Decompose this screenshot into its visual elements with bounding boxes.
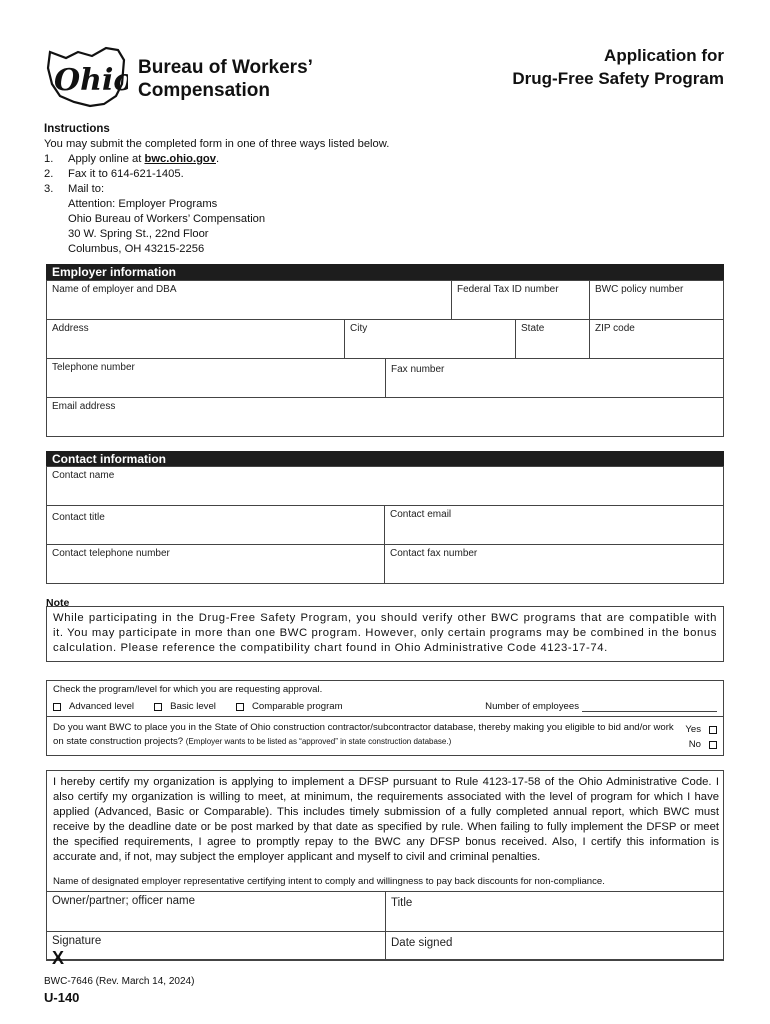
representative-label: Name of designated employer representative certifying intent to comply and willingness to pay back discounts for non-compliance. — [53, 876, 605, 887]
signature-field[interactable]: Signature — [46, 931, 386, 961]
yes-label: Yes — [685, 724, 701, 735]
document-title — [512, 44, 724, 90]
instructions-heading: Instructions — [44, 123, 110, 135]
form-id: BWC-7646 (Rev. March 14, 2024) — [44, 976, 195, 987]
contact-email-field[interactable]: Contact email — [384, 505, 724, 545]
contact-fax-field[interactable]: Contact fax number — [384, 544, 724, 584]
program-selection-box — [46, 680, 724, 756]
employer-name-field[interactable]: Name of employer and DBA — [46, 280, 452, 320]
advanced-level-checkbox[interactable] — [53, 703, 61, 711]
bwc-policy-number-field[interactable]: BWC policy number — [589, 280, 724, 320]
instructions — [44, 122, 724, 257]
federal-tax-id-field[interactable]: Federal Tax ID number — [451, 280, 590, 320]
telephone-field[interactable]: Telephone number — [46, 358, 386, 398]
mailing-address: Attention: Employer Programs Ohio Bureau of Workers’ Compensation 30 W. Spring St., 22nd Floor Columbus, OH 43215-2256 — [68, 198, 266, 255]
title-line-1: Application for — [604, 46, 724, 65]
title-field[interactable]: Title — [385, 891, 724, 932]
no-option — [689, 739, 717, 750]
comparable-program-checkbox[interactable] — [236, 703, 244, 711]
contact-name-field[interactable]: Contact name — [46, 466, 724, 506]
advanced-level-label: Advanced level — [69, 701, 135, 712]
basic-level-label: Basic level — [170, 701, 216, 712]
instructions-intro: You may submit the completed form in one of three ways listed below. — [44, 138, 390, 150]
number-of-employees — [485, 701, 717, 712]
city-field[interactable]: City — [344, 319, 516, 359]
certification-text: I hereby certify my organization is applying to implement a DFSP pursuant to Rule 4123-17-58 of the Ohio Administrative Code. I also certify my organization is willing to meet, at minimum, the requirements associated with the level of program for which I have applied (Advanced, Basic or Comparable). This includes timely submission of a fully completed annual report, which BWC must receive by the deadline date or be post marked by that date as specified by rule. When failing to fully implement the DFSP or meet the specified requirements, I agree to promptly repay to the BWC any DFSP bonus received. Also, I certify this information is accurate and, if not, may subject the employer applicant and myself to civil and criminal penalties. — [53, 776, 719, 863]
fax-field[interactable]: Fax number — [385, 358, 724, 398]
yes-option — [685, 724, 717, 735]
owner-name-field[interactable]: Owner/partner; officer name — [46, 891, 386, 932]
zip-code-field[interactable]: ZIP code — [589, 319, 724, 359]
form-code: U-140 — [44, 990, 80, 1005]
list-item: 3. Mail to: — [44, 183, 105, 195]
address-field[interactable]: Address — [46, 319, 345, 359]
number-of-employees-label: Number of employees — [485, 701, 579, 712]
agency-line-1: Bureau of Workers’ — [138, 57, 313, 78]
state-field[interactable]: State — [515, 319, 590, 359]
agency-name — [138, 56, 313, 102]
basic-level-checkbox[interactable] — [154, 703, 162, 711]
signature-x-mark: X — [52, 948, 65, 968]
instructions-list — [44, 152, 724, 197]
contact-title-field[interactable]: Contact title — [46, 505, 385, 545]
bwc-website-link[interactable]: bwc.ohio.gov — [144, 153, 216, 165]
employer-section-header: Employer information — [46, 264, 724, 280]
divider — [47, 716, 723, 717]
list-item: 2. Fax it to 614-621-1405. — [44, 168, 184, 180]
database-note: (Employer wants to be listed as “approved” in state construction database.) — [185, 737, 452, 746]
date-signed-field[interactable]: Date signed — [385, 931, 724, 961]
note-text: While participating in the Drug-Free Safety Program, you should verify other BWC programs that are compatible with it. You may participate in more than one BWC program. However, only certain programs may be combined in the bonus calculation. Please reference the compatibility chart found in Ohio Administrative Code 4123-17-74. — [46, 606, 724, 662]
program-question: Check the program/level for which you are requesting approval. — [53, 684, 323, 695]
number-of-employees-input[interactable] — [582, 702, 717, 712]
title-line-2: Drug-Free Safety Program — [512, 69, 724, 88]
program-options — [53, 701, 363, 712]
database-question: Do you want BWC to place you in the State of Ohio construction contractor/subcontractor database, thereby making you eligible to bid and/or work on state construction projects? (Employer wants to be listed as “approved” in state construction database.) — [53, 722, 674, 747]
contact-section-header: Contact information — [46, 451, 724, 467]
email-field[interactable]: Email address — [46, 397, 724, 437]
comparable-program-label: Comparable program — [251, 701, 343, 712]
no-label: No — [688, 739, 701, 750]
note-label: Note — [46, 597, 70, 609]
contact-phone-field[interactable]: Contact telephone number — [46, 544, 385, 584]
certification-box — [46, 770, 724, 960]
list-item: 1. Apply online at bwc.ohio.gov. — [44, 153, 220, 165]
no-checkbox[interactable] — [709, 741, 717, 749]
agency-line-2: Compensation — [138, 80, 270, 101]
ohio-logo — [44, 44, 128, 110]
logo-text: Ohio — [54, 63, 128, 98]
yes-checkbox[interactable] — [709, 726, 717, 734]
